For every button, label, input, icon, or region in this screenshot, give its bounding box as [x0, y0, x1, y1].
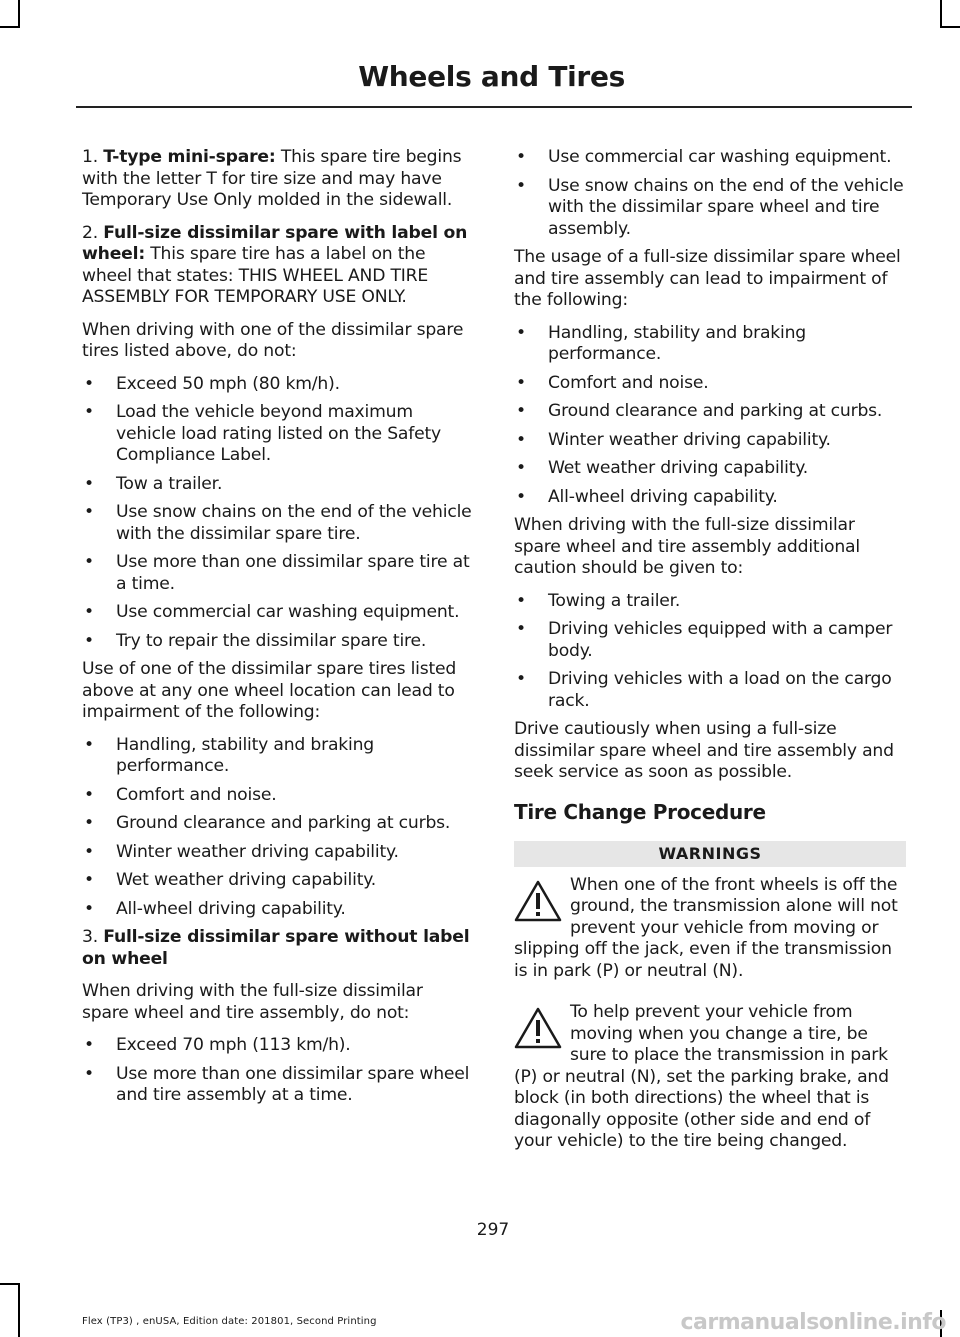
list-restrictions-2 [82, 1035, 474, 1107]
right-column [514, 147, 906, 1173]
list-item: • Exceed 70 mph (113 km/h). [84, 1035, 351, 1055]
list-impairments-2 [514, 323, 906, 509]
list-item: • Tow a trailer. [84, 473, 223, 494]
warnings-bar: WARNINGS [514, 841, 906, 867]
watermark: carmanualsonline.info [680, 1310, 946, 1335]
list-item: • Use snow chains on the end of the vehicle with the dissimilar spare wheel and tire assembly. [516, 175, 904, 239]
paragraph-t-type: 1. T-type mini-spare: This spare tire begins with the letter T for tire size and may have Temporary Use Only molded in the sidewall. [82, 147, 462, 210]
list-restrictions-3 [514, 147, 906, 240]
paragraph-caution: When driving with the full-size dissimilar spare wheel and tire assembly additional caution should be given to: [514, 515, 860, 578]
list-restrictions [82, 374, 474, 653]
list-item: • Driving vehicles with a load on the cargo rack. [516, 669, 892, 711]
footer-text: Flex (TP3) , enUSA, Edition date: 201801, Second Printing [82, 1316, 377, 1327]
crop-mark [0, 26, 20, 28]
page-number: 297 [476, 1220, 510, 1240]
paragraph-do-not: When driving with one of the dissimilar spare tires listed above, do not: [82, 319, 464, 361]
list-item: • Use commercial car washing equipment. [516, 147, 892, 167]
list-impairments [82, 735, 474, 921]
list-item: • Try to repair the dissimilar spare tire. [84, 630, 427, 651]
list-item: • Handling, stability and braking performance. [516, 322, 807, 364]
paragraph-drive-cautiously: Drive cautiously when using a full-size dissimilar spare wheel and tire assembly and seek service as soon as possible. [514, 719, 894, 782]
warning-text: When one of the front wheels is off the ground, the transmission alone will not prevent your vehicle from moving or slipping off the jack, even if the transmission is in park (P) or neutral (N). [514, 874, 898, 981]
list-item: • Wet weather driving capability. [516, 458, 809, 478]
list-item: • All-wheel driving capability. [516, 486, 778, 507]
list-item: • Winter weather driving capability. [84, 841, 399, 862]
list-item: • Wet weather driving capability. [84, 870, 377, 890]
header-rule [76, 106, 912, 108]
list-item: • Towing a trailer. [516, 590, 681, 611]
crop-mark [940, 26, 960, 28]
paragraph-full-size-no-label: 3. Full-size dissimilar spare without label on wheel [82, 927, 470, 969]
warning-triangle-icon [514, 879, 562, 923]
list-caution [514, 591, 906, 713]
left-column [82, 147, 474, 1114]
list-item: • Exceed 50 mph (80 km/h). [84, 373, 340, 394]
paragraph-impairment: Use of one of the dissimilar spare tires listed above at any one wheel location can lead to impairment of the following: [82, 659, 457, 722]
list-item: • All-wheel driving capability. [84, 898, 346, 919]
list-item: • Use more than one dissimilar spare tire at a time. [84, 552, 470, 594]
list-item: • Use commercial car washing equipment. [84, 602, 460, 622]
warning-triangle-icon [514, 1006, 562, 1050]
list-item: • Handling, stability and braking performance. [84, 734, 375, 776]
crop-mark [0, 1283, 20, 1285]
list-item: • Driving vehicles equipped with a camper body. [516, 619, 893, 661]
list-item: • Use snow chains on the end of the vehicle with the dissimilar spare tire. [84, 502, 472, 544]
paragraph-usage: The usage of a full-size dissimilar spare wheel and tire assembly can lead to impairment of the following: [514, 247, 901, 310]
warning-block [514, 1002, 906, 1153]
warning-block [514, 875, 906, 983]
list-item: • Load the vehicle beyond maximum vehicle load rating listed on the Safety Compliance Label. [84, 402, 441, 465]
warning-text: To help prevent your vehicle from moving when you change a tire, be sure to place the transmission in park (P) or neutral (N), set the parking brake, and block (in both directions) the wheel that is diagonally opposite (other side and end of your vehicle) to the tire being changed. [514, 1002, 889, 1151]
list-item: • Winter weather driving capability. [516, 429, 831, 450]
list-item: • Ground clearance and parking at curbs. [516, 401, 883, 421]
paragraph-full-size-label: 2. Full-size dissimilar spare with label on wheel: This spare tire has a label on the wheel that states: THIS WHEEL AND TIRE ASSEMBLY FOR TEMPORARY USE ONLY. [82, 222, 468, 307]
crop-mark [940, 0, 942, 28]
crop-mark [18, 0, 20, 28]
crop-mark [18, 1283, 20, 1337]
page-title: Wheels and Tires [358, 60, 625, 93]
list-item: • Ground clearance and parking at curbs. [84, 813, 451, 833]
list-item: • Comfort and noise. [516, 372, 709, 393]
list-item: • Comfort and noise. [84, 784, 277, 805]
paragraph-do-not-2: When driving with the full-size dissimilar spare wheel and tire assembly, do not: [82, 981, 423, 1023]
list-item: • Use more than one dissimilar spare wheel and tire assembly at a time. [84, 1063, 470, 1105]
section-heading: Tire Change Procedure [514, 799, 766, 824]
